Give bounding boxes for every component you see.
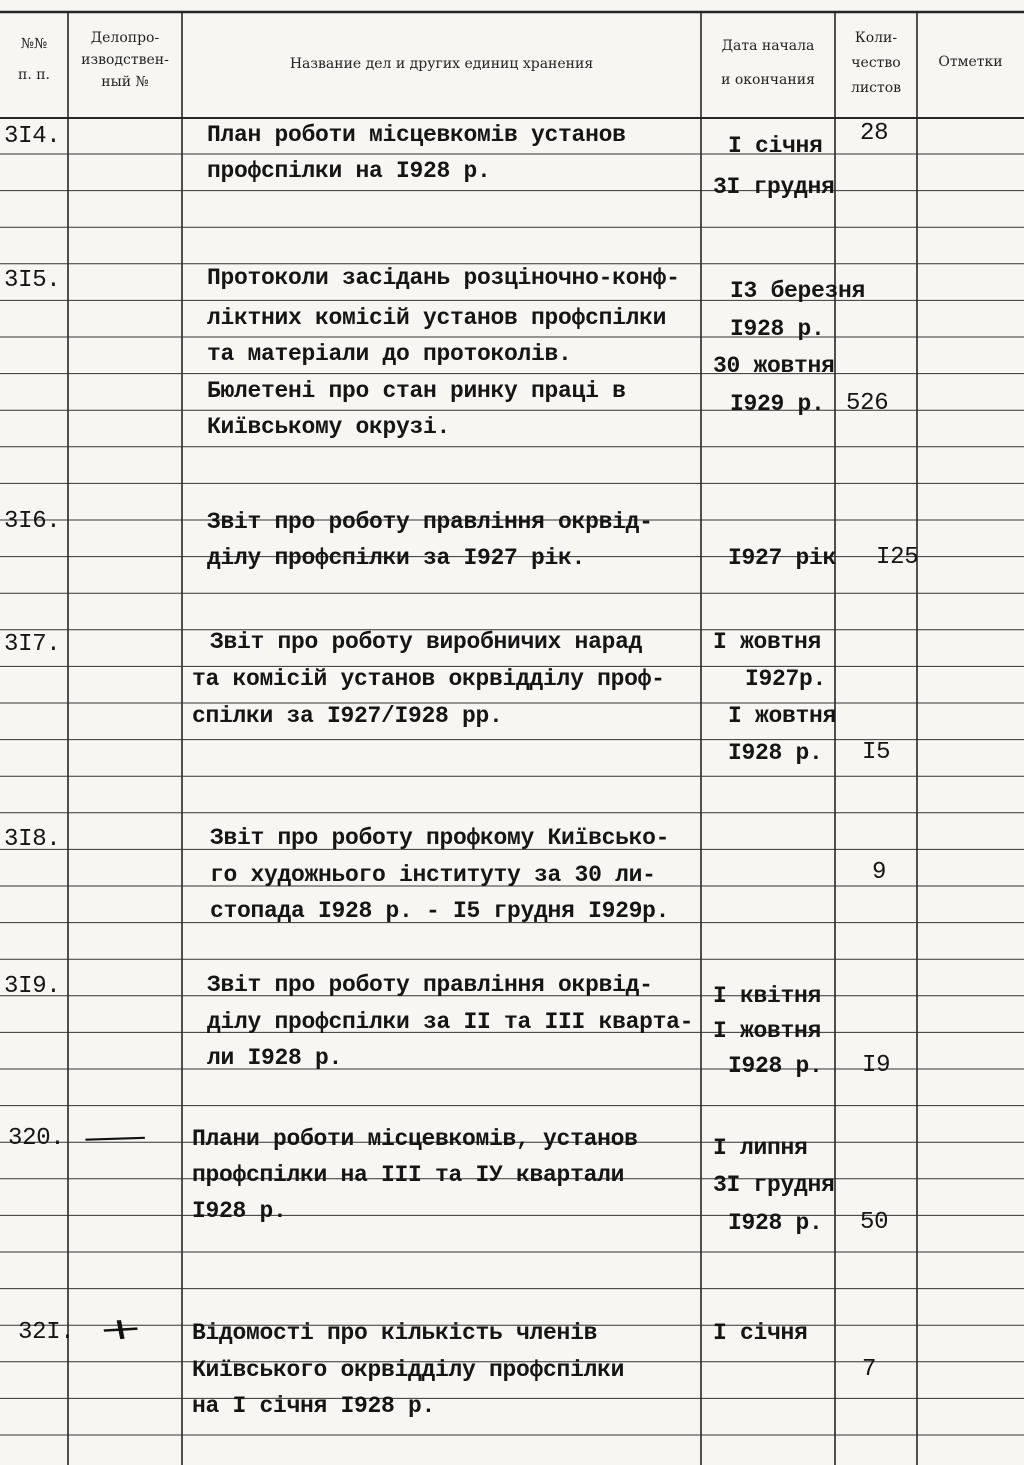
row-date-line: I928 р.	[730, 316, 825, 342]
row-title-line: профспілки на III та IУ квартали	[192, 1162, 625, 1188]
header-dates-line2: и окончания	[721, 72, 815, 88]
row-date-line: I січня	[728, 133, 823, 159]
row-sheets: 50	[860, 1209, 889, 1236]
row-title-line: ли I928 р.	[207, 1045, 343, 1071]
row-title-line: ліктних комісій установ профспілки	[207, 305, 667, 331]
row-title-line: Протоколи засідань розціночно-конф-	[207, 265, 680, 291]
header-count	[835, 30, 917, 97]
row-title-line: ділу профспілки за II та III кварта-	[207, 1009, 694, 1035]
row-title-line: Звіт про роботу правління окрвід-	[207, 509, 653, 535]
row-date-line: I927р.	[745, 666, 827, 692]
header-office-line1: Делопро-	[90, 30, 160, 46]
row-date-line: I928 р.	[728, 1053, 823, 1079]
row-title-line: ділу профспілки за I927 рік.	[207, 545, 586, 571]
row-title-line: Звіт про роботу виробничих нарад	[210, 629, 643, 655]
row-date-line: 3I грудня	[713, 174, 835, 200]
row-number: 3I8.	[4, 826, 61, 853]
row-date-line: I927 рік	[728, 545, 837, 571]
row-title-line: Відомості про кількість членів	[192, 1320, 598, 1346]
row-sheets: 9	[872, 859, 887, 886]
row-number: 3I9.	[4, 973, 61, 1000]
row-date-line: 3I грудня	[713, 1172, 835, 1198]
row-date-line: I3 березня	[730, 278, 866, 304]
header-number	[0, 36, 68, 84]
office-dash-mark: —	[79, 1118, 151, 1157]
row-number: 3I5.	[4, 267, 61, 294]
row-number: 3I7.	[4, 631, 61, 658]
row-sheets: 28	[860, 120, 889, 147]
row-title-line: Київському окрузі.	[207, 414, 451, 440]
row-title-line: на I січня I928 р.	[192, 1393, 436, 1419]
row-title-line: спілки за I927/I928 рр.	[192, 703, 503, 729]
row-sheets: I25	[876, 544, 919, 571]
row-title-line: Звіт про роботу профкому Київсько-	[210, 825, 670, 851]
row-sheets: I5	[862, 739, 891, 766]
header-office-line3: ный №	[101, 74, 149, 90]
row-title-line: Київського окрвідділу профспілки	[192, 1357, 625, 1383]
row-number: 32I.	[18, 1319, 75, 1346]
row-title-line: го художнього інституту за 30 ли-	[210, 862, 656, 888]
header-notes: Отметки	[938, 54, 1003, 70]
header-office	[68, 30, 182, 91]
row-date-line: I жовтня	[713, 1018, 822, 1044]
row-date-line: I928 р.	[728, 1210, 823, 1236]
header-dates	[701, 38, 835, 89]
header-number-line1: №№	[20, 36, 48, 52]
row-date-line: I жовтня	[728, 703, 837, 729]
row-number: 320.	[8, 1125, 65, 1152]
row-title-line: Бюлетені про стан ринку праці в	[207, 378, 626, 404]
header-dates-line1: Дата начала	[721, 38, 815, 54]
row-title-line: профспілки на I928 р.	[207, 158, 491, 184]
row-date-line: I929 р.	[730, 391, 825, 417]
row-date-line: 30 жовтня	[713, 353, 835, 379]
row-sheets: I9	[862, 1052, 891, 1079]
row-date-line: I січня	[713, 1320, 808, 1346]
header-number-line2: п. п.	[17, 67, 50, 83]
row-date-line: I липня	[713, 1135, 808, 1161]
header-count-line2: чество	[851, 55, 901, 71]
row-sheets: 7	[862, 1356, 877, 1383]
office-cross-mark: +	[94, 1310, 147, 1349]
row-date-line: I928 р.	[728, 740, 823, 766]
row-title-line: Плани роботи місцевкомів, установ	[192, 1126, 638, 1152]
row-number: 3I4.	[4, 123, 61, 150]
header-title: Название дел и других единиц хранения	[289, 56, 594, 72]
row-title-line: I928 р.	[192, 1198, 287, 1224]
row-title-line: Звіт про роботу правління окрвід-	[207, 972, 653, 998]
row-number: 3I6.	[4, 508, 61, 535]
header-office-line2: изводствен-	[81, 52, 169, 68]
row-title-line: та комісій установ окрвідділу проф-	[192, 666, 665, 692]
row-sheets: 526	[846, 390, 889, 417]
row-title-line: План роботи місцевкомів установ	[207, 122, 626, 148]
header-count-line3: листов	[850, 80, 902, 96]
header-count-line1: Коли-	[854, 30, 898, 46]
row-title-line: стопада I928 р. - I5 грудня I929р.	[210, 898, 670, 924]
row-date-line: I квітня	[713, 983, 822, 1009]
row-date-line: I жовтня	[713, 629, 822, 655]
row-title-line: та матеріали до протоколів.	[207, 341, 572, 367]
